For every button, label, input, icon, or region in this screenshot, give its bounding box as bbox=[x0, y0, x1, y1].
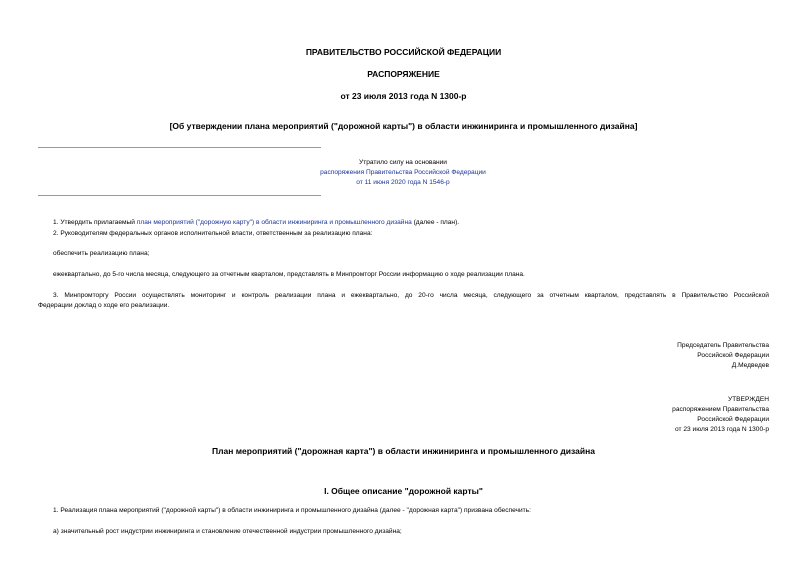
status-note-text: Утратило силу на основании bbox=[359, 159, 447, 166]
approval-date: от 23 июля 2013 года N 1300-р bbox=[674, 426, 769, 433]
document-title: [Об утверждении плана мероприятий ("дорожной карты") в области инжиниринга и промышленного дизайна] bbox=[169, 121, 638, 131]
plan-title: План мероприятий ("дорожная карта") в области инжиниринга и промышленного дизайна bbox=[212, 446, 595, 456]
paragraph-2a: обеспечить реализацию плана; bbox=[53, 250, 150, 257]
government-heading: ПРАВИТЕЛЬСТВО РОССИЙСКОЙ ФЕДЕРАЦИИ bbox=[305, 47, 502, 57]
paragraph-2: 2. Руководителям федеральных органов исполнительной власти, ответственным за реализацию плана: bbox=[53, 230, 373, 237]
repeal-link-line2[interactable]: от 11 июня 2020 года N 1546-р bbox=[356, 179, 450, 186]
repeal-link-line1[interactable]: распоряжения Правительства Российской Федерации bbox=[320, 169, 486, 176]
divider-top bbox=[38, 147, 321, 148]
signature-position: Председатель Правительства bbox=[677, 342, 769, 349]
document-type-heading: РАСПОРЯЖЕНИЕ bbox=[367, 69, 440, 79]
signature-name: Д.Медведев bbox=[731, 362, 769, 369]
paragraph-3-line1: 3. Минпромторгу России осуществлять мониторинг и контроль реализации плана и ежеквартально, до 20-го числа месяца, следующего за отчетным кварталом, представлять в Правительство Российской bbox=[53, 292, 769, 299]
approval-line-3: Российской Федерации bbox=[697, 416, 769, 423]
approval-line-2: распоряжением Правительства bbox=[672, 406, 769, 413]
paragraph-2b: ежеквартально, до 5-го числа месяца, следующего за отчетным кварталом, представлять в Минпромторг России информацию о ходе реализации плана. bbox=[53, 271, 525, 278]
section-1-paragraph-1: 1. Реализация плана мероприятий ("дорожной карты") в области инжиниринга и промышленного дизайна (далее - "дорожная карта") призвана обеспечить: bbox=[53, 507, 531, 514]
signature-country: Российской Федерации bbox=[697, 352, 769, 359]
section-1-paragraph-a: а) значительный рост индустрии инжиниринга и становление отечественной индустрии промышленного дизайна; bbox=[53, 528, 402, 535]
paragraph-1 bbox=[53, 218, 459, 228]
section-1-title: I. Общее описание "дорожной карты" bbox=[324, 486, 483, 496]
document-date: от 23 июля 2013 года N 1300-р bbox=[340, 91, 467, 101]
paragraph-1-prefix: 1. Утвердить прилагаемый bbox=[53, 219, 137, 226]
plan-link[interactable]: план мероприятий ("дорожную карту") в области инжиниринга и промышленного дизайна bbox=[136, 219, 412, 226]
divider-bottom bbox=[38, 195, 321, 196]
paragraph-1-suffix: (далее - план). bbox=[411, 219, 460, 226]
approval-label: УТВЕРЖДЕН bbox=[727, 396, 769, 403]
paragraph-3-line2: Федерации доклад о ходе его реализации. bbox=[38, 302, 170, 309]
